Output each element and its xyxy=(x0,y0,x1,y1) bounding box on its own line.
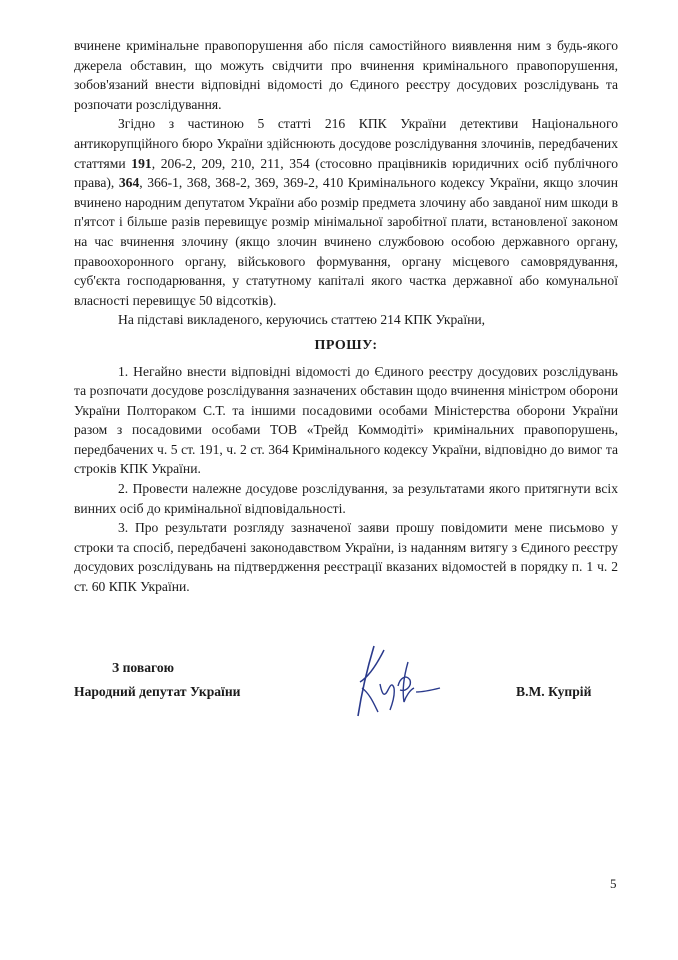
paragraph-jurisdiction xyxy=(74,114,618,310)
request-item-2: 2. Провести належне досудове розслідування, за результатами якого притягнути всіх винних осіб до кримінальної відповідальності. xyxy=(74,481,618,516)
paragraph-jurisdiction-part-d: , 366-1, 368, 368-2, 369, 369-2, 410 Кримінального кодексу України, якщо злочин вчинено народним депутатом України або розмір предмета злочину або завданої ним шкоди в п'ятсот і більше разів перевищує розмір мінімальної заробітної плати, встановленої законом на час вчинення злочину (якщо злочин вчинено службовою особою державного органу, правоохоронного органу, військового формування, органу місцевого самоврядування, суб'єкта господарювання, у статутному капіталі якого частка державної або комунальної власності перевищує 50 відсотків). xyxy=(74,175,618,308)
document-body xyxy=(74,36,618,597)
page-number: 5 xyxy=(610,876,617,891)
signature-regards: З повагою xyxy=(112,660,175,675)
article-191-bold: 191 xyxy=(131,155,152,171)
paragraph-grounds: На підставі викладеного, керуючись статтею 214 КПК України, xyxy=(118,312,486,328)
request-title: ПРОШУ: xyxy=(314,337,378,353)
paragraph-jurisdiction-part-c: , 206-2, 209, 210, 211, 354 (стосовно працівників юридичних осіб публічного права), xyxy=(74,155,618,191)
signature-position: Народний депутат України xyxy=(74,684,241,699)
paragraph-obligation: вчинене кримінальне правопорушення або після самостійного виявлення ним з будь-якого джерела обставин, що можуть свідчити про вчинення кримінального правопорушення, зобов'язаний внести відповідні відомості до Єдиного реєстру досудових розслідувань та розпочати розслідування. xyxy=(74,38,618,112)
handwritten-signature xyxy=(340,632,450,722)
signature-name: В.М. Купрій xyxy=(516,684,592,699)
request-item-1: 1. Негайно внести відповідні відомості до Єдиного реєстру досудових розслідувань та розпочати досудове розслідування зазначених обставин щодо вчинення міністром оборони України Полтораком С.Т. та іншими посадовими особами Міністерства оборони України разом з посадовими особами ТОВ «Трейд Коммодіті» кримінальних правопорушень, передбачених ч. 5 ст. 191, ч. 2 ст. 364 Кримінального кодексу України, відповідно до вимог та строків КПК України. xyxy=(74,363,618,477)
paragraph-jurisdiction-part-a: Згідно з частиною 5 статті 216 КПК України детективи Національного антикорупційного бюро України здійснюють досудове розслідування злочинів, передбачених статтями xyxy=(74,116,618,171)
request-item-3: 3. Про результати розгляду зазначеної заяви прошу повідомити мене письмово у строки та спосіб, передбачені законодавством України, із наданням витягу з Єдиного реєстру досудових розслідувань на підтвердження реєстрації вказаних відомостей в порядку п. 1 ч. 2 ст. 60 КПК України. xyxy=(74,520,618,595)
article-364-bold: 364 xyxy=(118,175,140,191)
